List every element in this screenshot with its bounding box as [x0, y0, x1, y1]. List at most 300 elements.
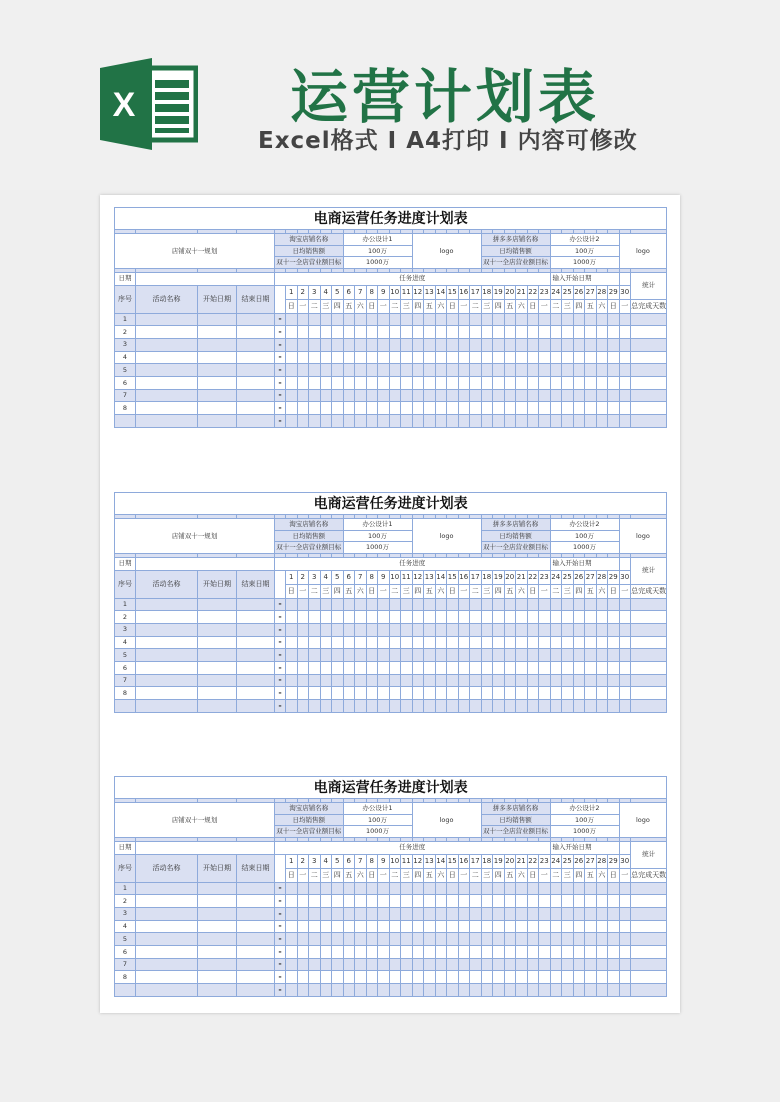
- progress-cell[interactable]: [297, 649, 309, 662]
- progress-cell[interactable]: [355, 611, 367, 624]
- progress-cell[interactable]: [458, 611, 470, 624]
- progress-cell[interactable]: [619, 661, 631, 674]
- progress-cell[interactable]: [297, 907, 309, 920]
- progress-cell[interactable]: [596, 389, 608, 402]
- start-date-cell[interactable]: [198, 687, 237, 700]
- progress-cell[interactable]: [481, 364, 493, 377]
- progress-cell[interactable]: [378, 687, 390, 700]
- progress-cell[interactable]: [539, 945, 551, 958]
- activity-cell[interactable]: [136, 376, 198, 389]
- progress-cell[interactable]: [320, 649, 332, 662]
- progress-cell[interactable]: [481, 326, 493, 339]
- progress-cell[interactable]: [412, 649, 424, 662]
- progress-cell[interactable]: [286, 338, 298, 351]
- progress-cell[interactable]: [435, 661, 447, 674]
- progress-cell[interactable]: [470, 895, 482, 908]
- progress-cell[interactable]: [332, 313, 344, 326]
- progress-cell[interactable]: [562, 971, 574, 984]
- progress-cell[interactable]: [286, 313, 298, 326]
- progress-cell[interactable]: [389, 389, 401, 402]
- progress-cell[interactable]: [332, 882, 344, 895]
- progress-cell[interactable]: [619, 623, 631, 636]
- progress-cell[interactable]: [309, 687, 321, 700]
- progress-cell[interactable]: [504, 933, 516, 946]
- progress-cell[interactable]: [424, 700, 436, 713]
- progress-cell[interactable]: [527, 415, 539, 428]
- progress-cell[interactable]: [447, 920, 459, 933]
- progress-cell[interactable]: [539, 611, 551, 624]
- progress-cell[interactable]: [481, 945, 493, 958]
- progress-cell[interactable]: [562, 700, 574, 713]
- progress-cell[interactable]: [378, 376, 390, 389]
- progress-cell[interactable]: [516, 598, 528, 611]
- end-date-cell[interactable]: [237, 907, 275, 920]
- progress-cell[interactable]: [401, 882, 413, 895]
- progress-cell[interactable]: [585, 907, 597, 920]
- progress-cell[interactable]: [458, 389, 470, 402]
- progress-cell[interactable]: [458, 364, 470, 377]
- progress-cell[interactable]: [424, 623, 436, 636]
- progress-cell[interactable]: [516, 313, 528, 326]
- progress-cell[interactable]: [389, 611, 401, 624]
- progress-cell[interactable]: [447, 623, 459, 636]
- start-date-input[interactable]: [619, 841, 631, 854]
- progress-cell[interactable]: [619, 389, 631, 402]
- progress-cell[interactable]: [447, 351, 459, 364]
- progress-cell[interactable]: [297, 402, 309, 415]
- progress-cell[interactable]: [527, 882, 539, 895]
- progress-cell[interactable]: [504, 611, 516, 624]
- progress-cell[interactable]: [619, 984, 631, 997]
- progress-cell[interactable]: [470, 700, 482, 713]
- progress-cell[interactable]: [585, 882, 597, 895]
- progress-cell[interactable]: [527, 700, 539, 713]
- progress-cell[interactable]: [493, 674, 505, 687]
- progress-cell[interactable]: [332, 687, 344, 700]
- end-date-cell[interactable]: [237, 351, 275, 364]
- progress-cell[interactable]: [286, 882, 298, 895]
- progress-cell[interactable]: [435, 611, 447, 624]
- progress-cell[interactable]: [539, 920, 551, 933]
- progress-cell[interactable]: [608, 907, 620, 920]
- total-days-cell[interactable]: [631, 351, 667, 364]
- progress-cell[interactable]: [585, 376, 597, 389]
- progress-cell[interactable]: [608, 700, 620, 713]
- progress-cell[interactable]: [286, 649, 298, 662]
- progress-cell[interactable]: [286, 687, 298, 700]
- activity-cell[interactable]: [136, 636, 198, 649]
- progress-cell[interactable]: [504, 895, 516, 908]
- progress-cell[interactable]: [458, 687, 470, 700]
- progress-cell[interactable]: [366, 611, 378, 624]
- progress-cell[interactable]: [550, 933, 562, 946]
- progress-cell[interactable]: [401, 700, 413, 713]
- progress-cell[interactable]: [447, 882, 459, 895]
- progress-cell[interactable]: [516, 984, 528, 997]
- progress-cell[interactable]: [320, 636, 332, 649]
- progress-cell[interactable]: [332, 984, 344, 997]
- progress-cell[interactable]: [286, 945, 298, 958]
- progress-cell[interactable]: [309, 351, 321, 364]
- progress-cell[interactable]: [619, 674, 631, 687]
- progress-cell[interactable]: [585, 611, 597, 624]
- progress-cell[interactable]: [297, 364, 309, 377]
- end-date-cell[interactable]: [237, 415, 275, 428]
- progress-cell[interactable]: [412, 415, 424, 428]
- progress-cell[interactable]: [516, 920, 528, 933]
- activity-cell[interactable]: [136, 674, 198, 687]
- progress-cell[interactable]: [447, 661, 459, 674]
- start-date-cell[interactable]: [198, 895, 237, 908]
- end-date-cell[interactable]: [237, 661, 275, 674]
- progress-cell[interactable]: [516, 338, 528, 351]
- progress-cell[interactable]: [516, 661, 528, 674]
- progress-cell[interactable]: [447, 958, 459, 971]
- progress-cell[interactable]: [550, 636, 562, 649]
- progress-cell[interactable]: [320, 313, 332, 326]
- progress-cell[interactable]: [412, 338, 424, 351]
- end-date-cell[interactable]: [237, 687, 275, 700]
- progress-cell[interactable]: [320, 700, 332, 713]
- progress-cell[interactable]: [585, 326, 597, 339]
- progress-cell[interactable]: [389, 984, 401, 997]
- progress-cell[interactable]: [332, 958, 344, 971]
- end-date-cell[interactable]: [237, 623, 275, 636]
- progress-cell[interactable]: [458, 376, 470, 389]
- progress-cell[interactable]: [527, 623, 539, 636]
- progress-cell[interactable]: [389, 945, 401, 958]
- progress-cell[interactable]: [378, 882, 390, 895]
- progress-cell[interactable]: [608, 389, 620, 402]
- progress-cell[interactable]: [596, 313, 608, 326]
- progress-cell[interactable]: [573, 364, 585, 377]
- progress-cell[interactable]: [608, 945, 620, 958]
- progress-cell[interactable]: [596, 945, 608, 958]
- progress-cell[interactable]: [527, 687, 539, 700]
- progress-cell[interactable]: [539, 895, 551, 908]
- progress-cell[interactable]: [297, 700, 309, 713]
- progress-cell[interactable]: [424, 376, 436, 389]
- progress-cell[interactable]: [585, 389, 597, 402]
- progress-cell[interactable]: [401, 402, 413, 415]
- progress-cell[interactable]: [573, 945, 585, 958]
- progress-cell[interactable]: [493, 945, 505, 958]
- progress-cell[interactable]: [608, 882, 620, 895]
- progress-cell[interactable]: [619, 895, 631, 908]
- progress-cell[interactable]: [608, 674, 620, 687]
- progress-cell[interactable]: [332, 661, 344, 674]
- progress-cell[interactable]: [366, 338, 378, 351]
- progress-cell[interactable]: [527, 674, 539, 687]
- progress-cell[interactable]: [550, 338, 562, 351]
- progress-cell[interactable]: [608, 687, 620, 700]
- progress-cell[interactable]: [412, 623, 424, 636]
- progress-cell[interactable]: [424, 984, 436, 997]
- progress-cell[interactable]: [493, 907, 505, 920]
- progress-cell[interactable]: [539, 313, 551, 326]
- start-date-input[interactable]: [619, 557, 631, 570]
- progress-cell[interactable]: [470, 598, 482, 611]
- total-days-cell[interactable]: [631, 598, 667, 611]
- progress-cell[interactable]: [550, 895, 562, 908]
- progress-cell[interactable]: [481, 389, 493, 402]
- start-date-cell[interactable]: [198, 376, 237, 389]
- progress-cell[interactable]: [424, 649, 436, 662]
- progress-cell[interactable]: [596, 611, 608, 624]
- progress-cell[interactable]: [516, 611, 528, 624]
- progress-cell[interactable]: [504, 636, 516, 649]
- progress-cell[interactable]: [320, 623, 332, 636]
- progress-cell[interactable]: [286, 700, 298, 713]
- progress-cell[interactable]: [343, 933, 355, 946]
- progress-cell[interactable]: [424, 338, 436, 351]
- progress-cell[interactable]: [286, 661, 298, 674]
- progress-cell[interactable]: [389, 376, 401, 389]
- progress-cell[interactable]: [366, 415, 378, 428]
- progress-cell[interactable]: [389, 351, 401, 364]
- end-date-cell[interactable]: [237, 364, 275, 377]
- progress-cell[interactable]: [585, 313, 597, 326]
- progress-cell[interactable]: [458, 700, 470, 713]
- progress-cell[interactable]: [378, 907, 390, 920]
- progress-cell[interactable]: [596, 984, 608, 997]
- progress-cell[interactable]: [401, 920, 413, 933]
- progress-cell[interactable]: [401, 636, 413, 649]
- progress-cell[interactable]: [470, 674, 482, 687]
- progress-cell[interactable]: [470, 402, 482, 415]
- progress-cell[interactable]: [343, 958, 355, 971]
- progress-cell[interactable]: [481, 338, 493, 351]
- progress-cell[interactable]: [320, 364, 332, 377]
- progress-cell[interactable]: [401, 649, 413, 662]
- progress-cell[interactable]: [378, 351, 390, 364]
- progress-cell[interactable]: [320, 351, 332, 364]
- progress-cell[interactable]: [286, 351, 298, 364]
- progress-cell[interactable]: [309, 945, 321, 958]
- progress-cell[interactable]: [412, 611, 424, 624]
- progress-cell[interactable]: [608, 958, 620, 971]
- progress-cell[interactable]: [447, 402, 459, 415]
- progress-cell[interactable]: [504, 402, 516, 415]
- progress-cell[interactable]: [424, 313, 436, 326]
- progress-cell[interactable]: [527, 364, 539, 377]
- progress-cell[interactable]: [343, 415, 355, 428]
- progress-cell[interactable]: [366, 389, 378, 402]
- progress-cell[interactable]: [470, 661, 482, 674]
- date-input[interactable]: [136, 272, 275, 285]
- progress-cell[interactable]: [412, 636, 424, 649]
- progress-cell[interactable]: [470, 376, 482, 389]
- progress-cell[interactable]: [585, 945, 597, 958]
- progress-cell[interactable]: [389, 402, 401, 415]
- progress-cell[interactable]: [470, 920, 482, 933]
- total-days-cell[interactable]: [631, 933, 667, 946]
- progress-cell[interactable]: [320, 674, 332, 687]
- progress-cell[interactable]: [619, 920, 631, 933]
- progress-cell[interactable]: [424, 933, 436, 946]
- progress-cell[interactable]: [550, 907, 562, 920]
- progress-cell[interactable]: [481, 700, 493, 713]
- progress-cell[interactable]: [504, 920, 516, 933]
- progress-cell[interactable]: [619, 338, 631, 351]
- progress-cell[interactable]: [297, 971, 309, 984]
- progress-cell[interactable]: [389, 907, 401, 920]
- progress-cell[interactable]: [516, 623, 528, 636]
- progress-cell[interactable]: [401, 611, 413, 624]
- progress-cell[interactable]: [435, 984, 447, 997]
- progress-cell[interactable]: [309, 376, 321, 389]
- progress-cell[interactable]: [435, 958, 447, 971]
- start-date-input[interactable]: [619, 272, 631, 285]
- progress-cell[interactable]: [378, 895, 390, 908]
- progress-cell[interactable]: [401, 415, 413, 428]
- progress-cell[interactable]: [539, 661, 551, 674]
- progress-cell[interactable]: [516, 687, 528, 700]
- progress-cell[interactable]: [343, 920, 355, 933]
- progress-cell[interactable]: [550, 882, 562, 895]
- progress-cell[interactable]: [527, 313, 539, 326]
- total-days-cell[interactable]: [631, 611, 667, 624]
- progress-cell[interactable]: [493, 700, 505, 713]
- progress-cell[interactable]: [366, 933, 378, 946]
- progress-cell[interactable]: [412, 326, 424, 339]
- progress-cell[interactable]: [470, 958, 482, 971]
- progress-cell[interactable]: [539, 907, 551, 920]
- progress-cell[interactable]: [378, 598, 390, 611]
- progress-cell[interactable]: [355, 674, 367, 687]
- progress-cell[interactable]: [343, 895, 355, 908]
- progress-cell[interactable]: [343, 376, 355, 389]
- progress-cell[interactable]: [573, 623, 585, 636]
- progress-cell[interactable]: [343, 687, 355, 700]
- progress-cell[interactable]: [389, 415, 401, 428]
- progress-cell[interactable]: [309, 971, 321, 984]
- end-date-cell[interactable]: [237, 920, 275, 933]
- progress-cell[interactable]: [332, 389, 344, 402]
- progress-cell[interactable]: [389, 598, 401, 611]
- progress-cell[interactable]: [619, 611, 631, 624]
- progress-cell[interactable]: [424, 687, 436, 700]
- progress-cell[interactable]: [573, 313, 585, 326]
- progress-cell[interactable]: [447, 971, 459, 984]
- progress-cell[interactable]: [539, 389, 551, 402]
- progress-cell[interactable]: [608, 402, 620, 415]
- progress-cell[interactable]: [389, 971, 401, 984]
- progress-cell[interactable]: [596, 598, 608, 611]
- progress-cell[interactable]: [378, 338, 390, 351]
- progress-cell[interactable]: [366, 971, 378, 984]
- progress-cell[interactable]: [343, 326, 355, 339]
- progress-cell[interactable]: [332, 674, 344, 687]
- progress-cell[interactable]: [320, 920, 332, 933]
- progress-cell[interactable]: [297, 661, 309, 674]
- progress-cell[interactable]: [447, 933, 459, 946]
- progress-cell[interactable]: [412, 971, 424, 984]
- progress-cell[interactable]: [562, 649, 574, 662]
- start-date-cell[interactable]: [198, 958, 237, 971]
- progress-cell[interactable]: [550, 945, 562, 958]
- progress-cell[interactable]: [493, 326, 505, 339]
- progress-cell[interactable]: [389, 933, 401, 946]
- progress-cell[interactable]: [435, 895, 447, 908]
- progress-cell[interactable]: [343, 598, 355, 611]
- progress-cell[interactable]: [355, 687, 367, 700]
- progress-cell[interactable]: [585, 402, 597, 415]
- progress-cell[interactable]: [378, 920, 390, 933]
- progress-cell[interactable]: [470, 945, 482, 958]
- progress-cell[interactable]: [516, 636, 528, 649]
- progress-cell[interactable]: [481, 649, 493, 662]
- progress-cell[interactable]: [608, 376, 620, 389]
- progress-cell[interactable]: [412, 700, 424, 713]
- progress-cell[interactable]: [447, 945, 459, 958]
- total-days-cell[interactable]: [631, 623, 667, 636]
- progress-cell[interactable]: [585, 933, 597, 946]
- progress-cell[interactable]: [412, 920, 424, 933]
- progress-cell[interactable]: [343, 351, 355, 364]
- progress-cell[interactable]: [320, 984, 332, 997]
- progress-cell[interactable]: [470, 882, 482, 895]
- progress-cell[interactable]: [516, 971, 528, 984]
- progress-cell[interactable]: [297, 882, 309, 895]
- progress-cell[interactable]: [309, 958, 321, 971]
- progress-cell[interactable]: [504, 649, 516, 662]
- total-days-cell[interactable]: [631, 958, 667, 971]
- progress-cell[interactable]: [309, 661, 321, 674]
- progress-cell[interactable]: [608, 636, 620, 649]
- progress-cell[interactable]: [562, 376, 574, 389]
- progress-cell[interactable]: [481, 687, 493, 700]
- progress-cell[interactable]: [447, 376, 459, 389]
- progress-cell[interactable]: [366, 945, 378, 958]
- progress-cell[interactable]: [619, 351, 631, 364]
- progress-cell[interactable]: [297, 415, 309, 428]
- progress-cell[interactable]: [309, 920, 321, 933]
- progress-cell[interactable]: [481, 895, 493, 908]
- progress-cell[interactable]: [435, 415, 447, 428]
- progress-cell[interactable]: [435, 376, 447, 389]
- total-days-cell[interactable]: [631, 895, 667, 908]
- progress-cell[interactable]: [366, 687, 378, 700]
- progress-cell[interactable]: [389, 364, 401, 377]
- progress-cell[interactable]: [343, 984, 355, 997]
- progress-cell[interactable]: [504, 945, 516, 958]
- progress-cell[interactable]: [470, 364, 482, 377]
- progress-cell[interactable]: [493, 623, 505, 636]
- progress-cell[interactable]: [435, 945, 447, 958]
- progress-cell[interactable]: [378, 700, 390, 713]
- progress-cell[interactable]: [378, 611, 390, 624]
- progress-cell[interactable]: [447, 700, 459, 713]
- progress-cell[interactable]: [424, 326, 436, 339]
- progress-cell[interactable]: [596, 882, 608, 895]
- end-date-cell[interactable]: [237, 933, 275, 946]
- progress-cell[interactable]: [412, 958, 424, 971]
- progress-cell[interactable]: [596, 971, 608, 984]
- progress-cell[interactable]: [516, 958, 528, 971]
- progress-cell[interactable]: [573, 895, 585, 908]
- progress-cell[interactable]: [504, 623, 516, 636]
- progress-cell[interactable]: [573, 687, 585, 700]
- progress-cell[interactable]: [447, 611, 459, 624]
- progress-cell[interactable]: [435, 882, 447, 895]
- progress-cell[interactable]: [320, 895, 332, 908]
- progress-cell[interactable]: [527, 933, 539, 946]
- progress-cell[interactable]: [447, 389, 459, 402]
- progress-cell[interactable]: [585, 895, 597, 908]
- progress-cell[interactable]: [366, 661, 378, 674]
- progress-cell[interactable]: [585, 636, 597, 649]
